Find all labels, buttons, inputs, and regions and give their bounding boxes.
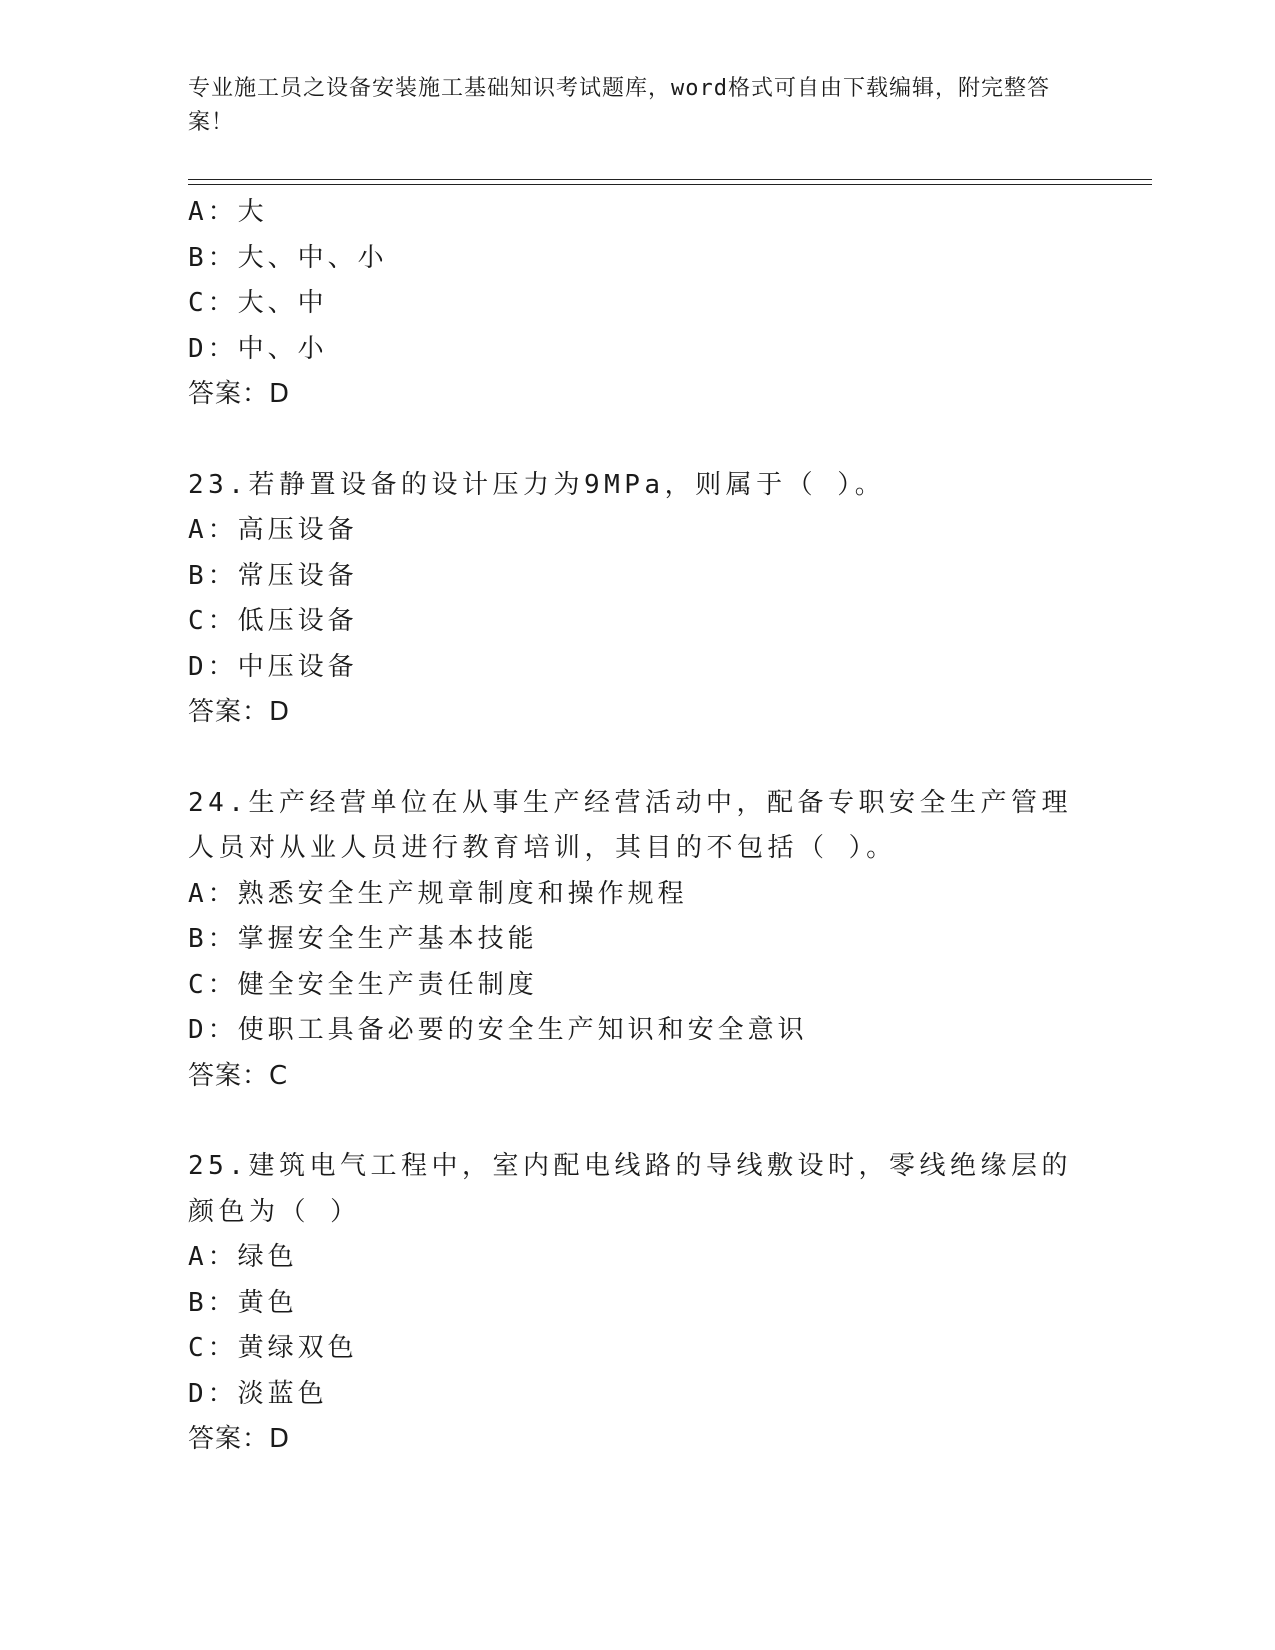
option-d: D：淡蓝色 — [188, 1378, 328, 1409]
question-23 — [188, 463, 1088, 736]
option-c: C：黄绿双色 — [188, 1333, 358, 1363]
question-stem: 24.生产经营单位在从事生产经营活动中，配备专职安全生产管理人员对从业人员进行教育培训，其目的不包括（ ）。 — [188, 787, 1072, 863]
option-b: B：大、中、小 — [188, 242, 388, 273]
answer: 答案：D — [188, 1424, 291, 1454]
question-stem: 25.建筑电气工程中，室内配电线路的导线敷设时，零线绝缘层的颜色为（ ） — [188, 1151, 1072, 1227]
option-a: A：绿色 — [188, 1242, 298, 1272]
option-c: C：健全安全生产责任制度 — [188, 969, 538, 1000]
option-a: A：熟悉安全生产规章制度和操作规程 — [188, 878, 688, 909]
option-d: D：中压设备 — [188, 651, 358, 682]
option-b: B：掌握安全生产基本技能 — [188, 924, 538, 954]
option-d: D：使职工具备必要的安全生产知识和安全意识 — [188, 1015, 808, 1045]
answer: 答案：C — [188, 1060, 289, 1091]
option-d: D：中、小 — [188, 333, 328, 364]
option-c: C：大、中 — [188, 288, 328, 318]
question-list — [188, 190, 1088, 1463]
question-22 — [188, 190, 1088, 418]
question-stem: 23.若静置设备的设计压力为9MPa，则属于（ ）。 — [188, 469, 886, 500]
option-a: A：高压设备 — [188, 515, 358, 545]
option-c: C：低压设备 — [188, 606, 358, 636]
answer: 答案：D — [188, 697, 291, 727]
answer: 答案：D — [188, 379, 291, 409]
question-24 — [188, 781, 1088, 1100]
question-25 — [188, 1144, 1088, 1463]
option-b: B：黄色 — [188, 1287, 298, 1318]
spacer — [188, 736, 1088, 781]
header-rule-bottom — [188, 184, 1152, 185]
option-b: B：常压设备 — [188, 560, 358, 591]
document-header: 专业施工员之设备安装施工基础知识考试题库，word格式可自由下载编辑，附完整答案！ — [188, 76, 1050, 135]
option-a: A：大 — [188, 197, 268, 227]
spacer — [188, 1099, 1088, 1144]
spacer — [188, 418, 1088, 463]
header-rule-top — [188, 179, 1152, 180]
